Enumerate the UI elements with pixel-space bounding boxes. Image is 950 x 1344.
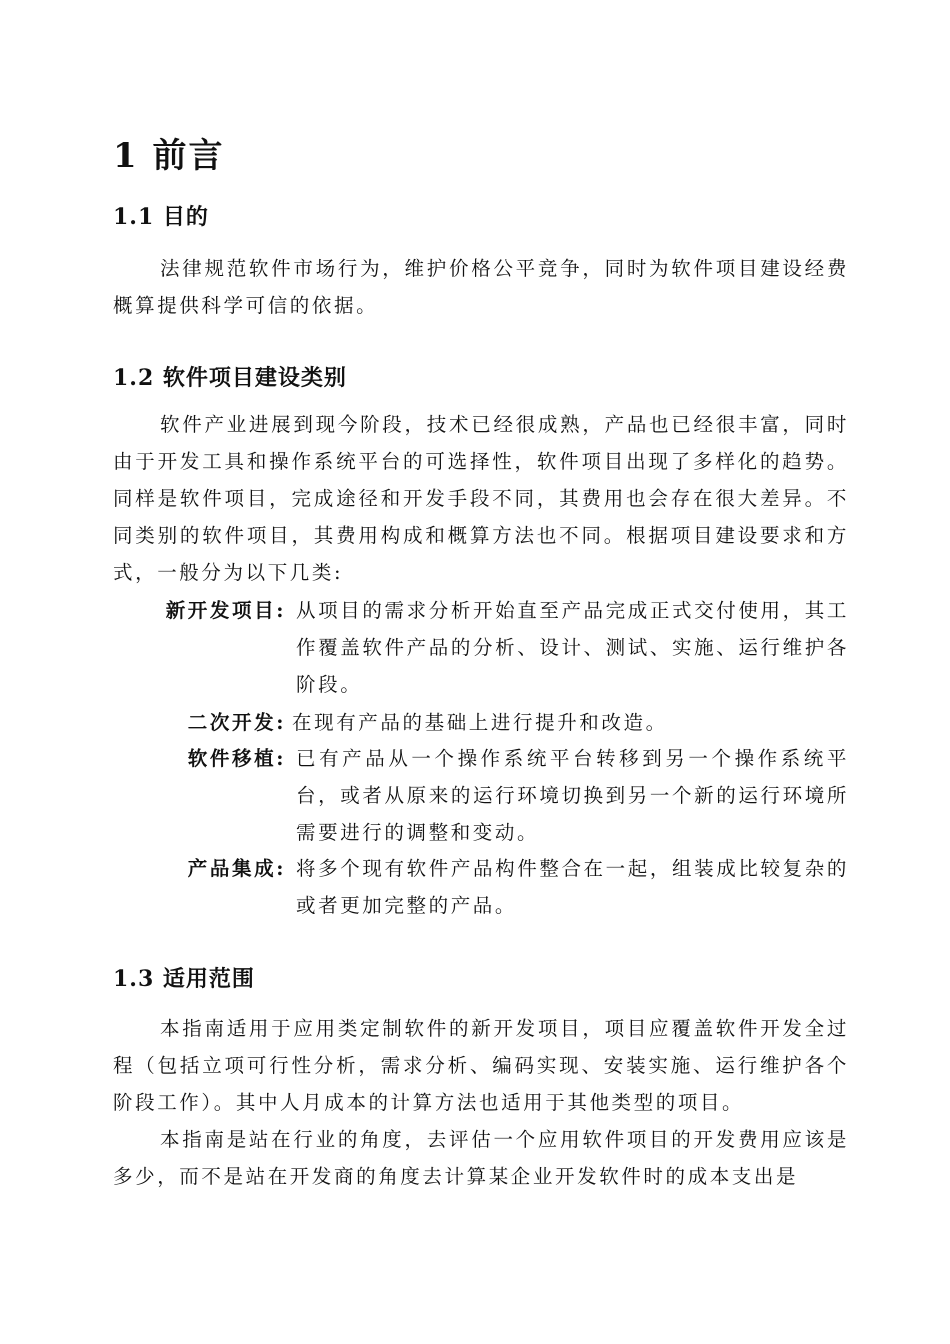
- definition-text: 将多个现有软件产品构件整合在一起，组装成比较复杂的或者更加完整的产品。: [296, 857, 849, 917]
- definition-text: 已有产品从一个操作系统平台转移到另一个操作系统平台，或者从原来的运行环境切换到另一个新的运行环境所需要进行的调整和变动。: [296, 747, 849, 844]
- paragraph-categories-intro: 软件产业进展到现今阶段，技术已经很成熟，产品也已经很丰富，同时由于开发工具和操作系统平台的可选择性，软件项目出现了多样化的趋势。同样是软件项目，完成途径和开发手段不同，其费用也会存在很大差异。不同类别的软件项目，其费用构成和概算方法也不同。根据项目建设要求和方式，一般分为以下几类:: [113, 413, 849, 584]
- definition-secondary-development: [113, 704, 849, 744]
- definition-term: 二次开发:: [187, 711, 286, 734]
- definition-term: 新开发项目:: [165, 599, 286, 622]
- definition-software-porting: [113, 740, 849, 860]
- definition-new-development: [113, 592, 849, 712]
- definition-term: 软件移植:: [187, 747, 286, 770]
- paragraph-scope-2: 本指南是站在行业的角度，去评估一个应用软件项目的开发费用应该是多少，而不是站在开发商的角度去计算某企业开发软件时的成本支出是: [113, 1128, 849, 1188]
- section-heading-1-2: 1.2 软件项目建设类别: [113, 365, 347, 391]
- section-heading-1-1: 1.1 目的: [113, 204, 209, 230]
- definition-text: 从项目的需求分析开始直至产品完成正式交付使用，其工作覆盖软件产品的分析、设计、测试、实施、运行维护各阶段。: [296, 599, 849, 696]
- definition-text: 在现有产品的基础上进行提升和改造。: [292, 711, 668, 734]
- definition-product-integration: [113, 850, 849, 930]
- chapter-heading: 1 前言: [113, 136, 225, 176]
- definition-term: 产品集成:: [187, 857, 286, 880]
- section-heading-1-3: 1.3 适用范围: [113, 966, 255, 992]
- paragraph-scope-1: 本指南适用于应用类定制软件的新开发项目，项目应覆盖软件开发全过程（包括立项可行性分析，需求分析、编码实现、安装实施、运行维护各个阶段工作）。其中人月成本的计算方法也适用于其他类型的项目。: [113, 1017, 849, 1114]
- paragraph-purpose: 法律规范软件市场行为，维护价格公平竞争，同时为软件项目建设经费概算提供科学可信的依据。: [113, 257, 849, 317]
